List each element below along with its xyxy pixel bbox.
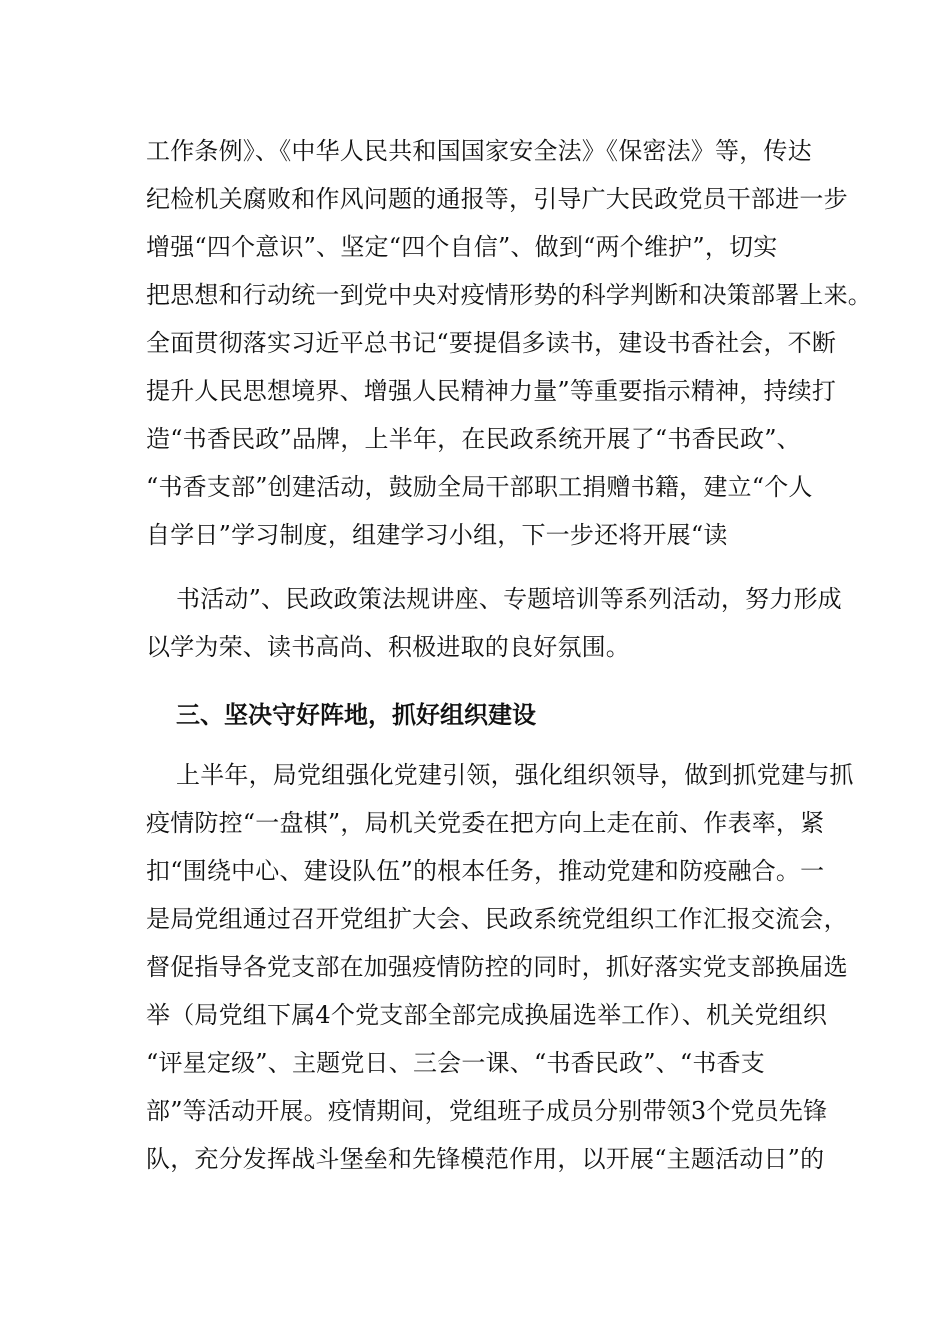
section3-line-8: 部”等活动开展。疫情期间，党组班子成员分别带领3个党员先锋 [146, 1097, 828, 1125]
paragraph1-line-2: 纪检机关腐败和作风问题的通报等，引导广大民政党员干部进一步 [146, 185, 848, 213]
paragraph2-line-1: 书活动”、民政政策法规讲座、专题培训等系列活动，努力形成 [176, 585, 842, 613]
paragraph1-line-9: 自学日”学习制度，组建学习小组，下一步还将开展“读 [146, 521, 728, 549]
paragraph1-line-1: 工作条例》、《中华人民共和国国家安全法》《保密法》等，传达 [146, 137, 812, 165]
paragraph2-line-2: 以学为荣、读书高尚、积极进取的良好氛围。 [146, 633, 630, 661]
section3-line-3: 扣“围绕中心、建设队伍”的根本任务，推动党建和防疫融合。一 [146, 857, 825, 885]
section3-heading: 三、坚决守好阵地，抓好组织建设 [176, 701, 536, 729]
paragraph1-line-5: 全面贯彻落实习近平总书记“要提倡多读书，建设书香社会，不断 [146, 329, 837, 357]
section3-line-6: 举（局党组下属4个党支部全部完成换届选举工作）、机关党组织 [146, 1001, 828, 1029]
paragraph1-line-7: 造“书香民政”品牌，上半年，在民政系统开展了“书香民政”、 [146, 425, 801, 453]
section3-line-1: 上半年，局党组强化党建引领，强化组织领导，做到抓党建与抓 [176, 761, 854, 789]
paragraph1-line-6: 提升人民思想境界、增强人民精神力量”等重要指示精神，持续打 [146, 377, 837, 405]
section3-line-4: 是局党组通过召开党组扩大会、民政系统党组织工作汇报交流会， [146, 905, 848, 933]
paragraph1-line-8: “书香支部”创建活动，鼓励全局干部职工捐赠书籍，建立“个人 [146, 473, 813, 501]
section3-line-9: 队，充分发挥战斗堡垒和先锋模范作用，以开展“主题活动日”的 [146, 1145, 825, 1173]
section3-line-7: “评星定级”、主题党日、三会一课、“书香民政”、“书香支 [146, 1049, 765, 1077]
paragraph1-line-4: 把思想和行动统一到党中央对疫情形势的科学判断和决策部署上来。 [146, 281, 872, 309]
paragraph1-line-3: 增强“四个意识”、坚定“四个自信”、做到“两个维护”，切实 [146, 233, 778, 261]
section3-line-2: 疫情防控“一盘棋”，局机关党委在把方向上走在前、作表率，紧 [146, 809, 825, 837]
section3-line-5: 督促指导各党支部在加强疫情防控的同时，抓好落实党支部换届选 [146, 953, 848, 981]
